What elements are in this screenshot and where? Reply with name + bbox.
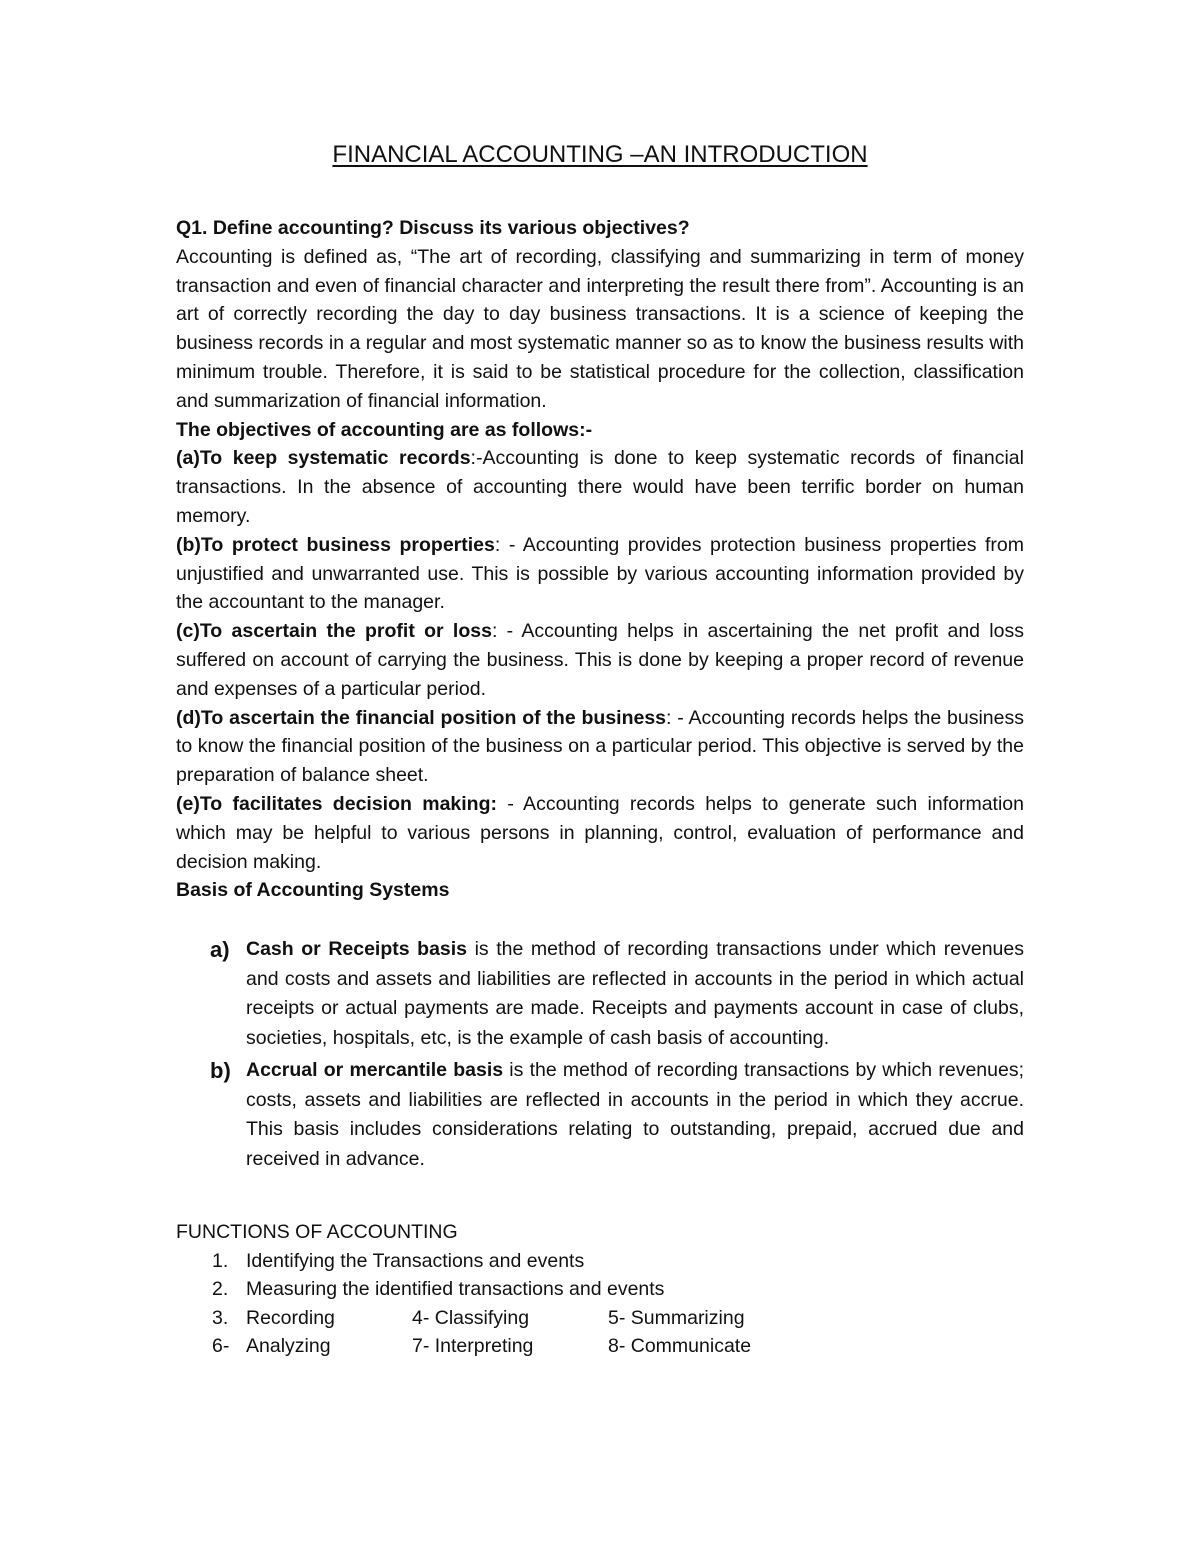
- page-title: FINANCIAL ACCOUNTING –AN INTRODUCTION: [332, 141, 868, 168]
- basis-cash-text: is the method of recording transactions under which revenues and costs and assets and liabilities are reflected in accounts in the period in which actual receipts or actual payments are made. Receipts and payments account in case of clubs, societies, hospitals, etc, is the example of cash basis of accounting.: [246, 938, 1024, 1049]
- function-interpreting: 7- Interpreting: [412, 1335, 534, 1358]
- objective-e: [176, 790, 1024, 876]
- function-summarizing: 5- Summarizing: [608, 1306, 745, 1329]
- functions-list: [176, 1247, 1024, 1361]
- objective-a-text: :-Accounting is done to keep systematic records of financial transactions. In the absence of accounting there would have been terrific border on human memory.: [176, 447, 1024, 527]
- objective-d-label: (d)To ascertain the financial position of the business: [176, 706, 667, 729]
- objective-a-label: (a)To keep systematic records: [176, 447, 471, 470]
- objective-b-label: (b)To protect business properties: [176, 533, 495, 556]
- basis-accrual-text: is the method of recording transactions by which revenues; costs, assets and liabilities are reflected in accounts in the period in which they accrue. This basis includes considerations relating to outstanding, prepaid, accrued due and received in advance.: [246, 1059, 1025, 1170]
- document-page: [176, 140, 1024, 1361]
- basis-marker-a: a): [210, 937, 230, 963]
- function-analyzing: Analyzing: [246, 1335, 331, 1358]
- objective-d-text: : - Accounting records helps the business to know the financial position of the business on a particular period. This objective is served by the preparation of balance sheet.: [176, 706, 1024, 787]
- function-item: [176, 1304, 1024, 1333]
- function-classifying: 4- Classifying: [412, 1306, 530, 1329]
- function-number: 2.: [212, 1278, 229, 1301]
- function-communicate: 8- Communicate: [608, 1335, 752, 1358]
- function-number: 3.: [212, 1306, 229, 1329]
- objective-b-text: : - Accounting provides protection business properties from unjustified and unwarranted use. This is possible by various accounting information provided by the accountant to the manager.: [176, 533, 1024, 614]
- question-heading: Q1. Define accounting? Discuss its various objectives?: [176, 217, 690, 239]
- definition-paragraph: Accounting is defined as, “The art of recording, classifying and summarizing in term of money transaction and even of financial character and interpreting the result there from”. Accounting is an art of correctly recording the day to day business transactions. It is a science of keeping the business records in a regular and most systematic manner so as to know the business results with minimum trouble. Therefore, it is said to be statistical procedure for the collection, classification and summarization of financial information.: [176, 245, 1024, 412]
- objective-a: [176, 444, 1024, 530]
- objectives-heading: The objectives of accounting are as follows:-: [176, 418, 593, 441]
- function-item: [176, 1332, 1024, 1361]
- basis-marker-b: b): [210, 1058, 231, 1084]
- objective-c: [176, 617, 1024, 703]
- functions-heading: FUNCTIONS OF ACCOUNTING: [176, 1221, 458, 1244]
- function-number: 1.: [212, 1249, 229, 1272]
- objective-e-label: (e)To facilitates decision making:: [176, 792, 497, 815]
- basis-accrual-label: Accrual or mercantile basis: [246, 1059, 504, 1082]
- function-identifying: Identifying the Transactions and events: [246, 1249, 585, 1272]
- objective-c-text: : - Accounting helps in ascertaining the net profit and loss suffered on account of carrying the business. This is done by keeping a proper record of revenue and expenses of a particular period.: [176, 620, 1024, 700]
- function-number: 6-: [212, 1335, 230, 1358]
- basis-item-cash: [176, 935, 1024, 1053]
- basis-cash-label: Cash or Receipts basis: [246, 938, 468, 961]
- function-measuring: Measuring the identified transactions and events: [246, 1278, 665, 1301]
- function-item: [176, 1275, 1024, 1304]
- basis-heading: Basis of Accounting Systems: [176, 879, 450, 902]
- objective-b: [176, 531, 1024, 617]
- objective-c-label: (c)To ascertain the profit or loss: [176, 620, 492, 643]
- objective-d: [176, 704, 1024, 790]
- objective-e-text: - Accounting records helps to generate such information which may be helpful to various persons in planning, control, evaluation of performance and decision making.: [176, 792, 1024, 873]
- basis-list: [176, 935, 1024, 1174]
- function-recording: Recording: [246, 1306, 335, 1329]
- basis-item-accrual: [176, 1056, 1024, 1174]
- function-item: [176, 1247, 1024, 1276]
